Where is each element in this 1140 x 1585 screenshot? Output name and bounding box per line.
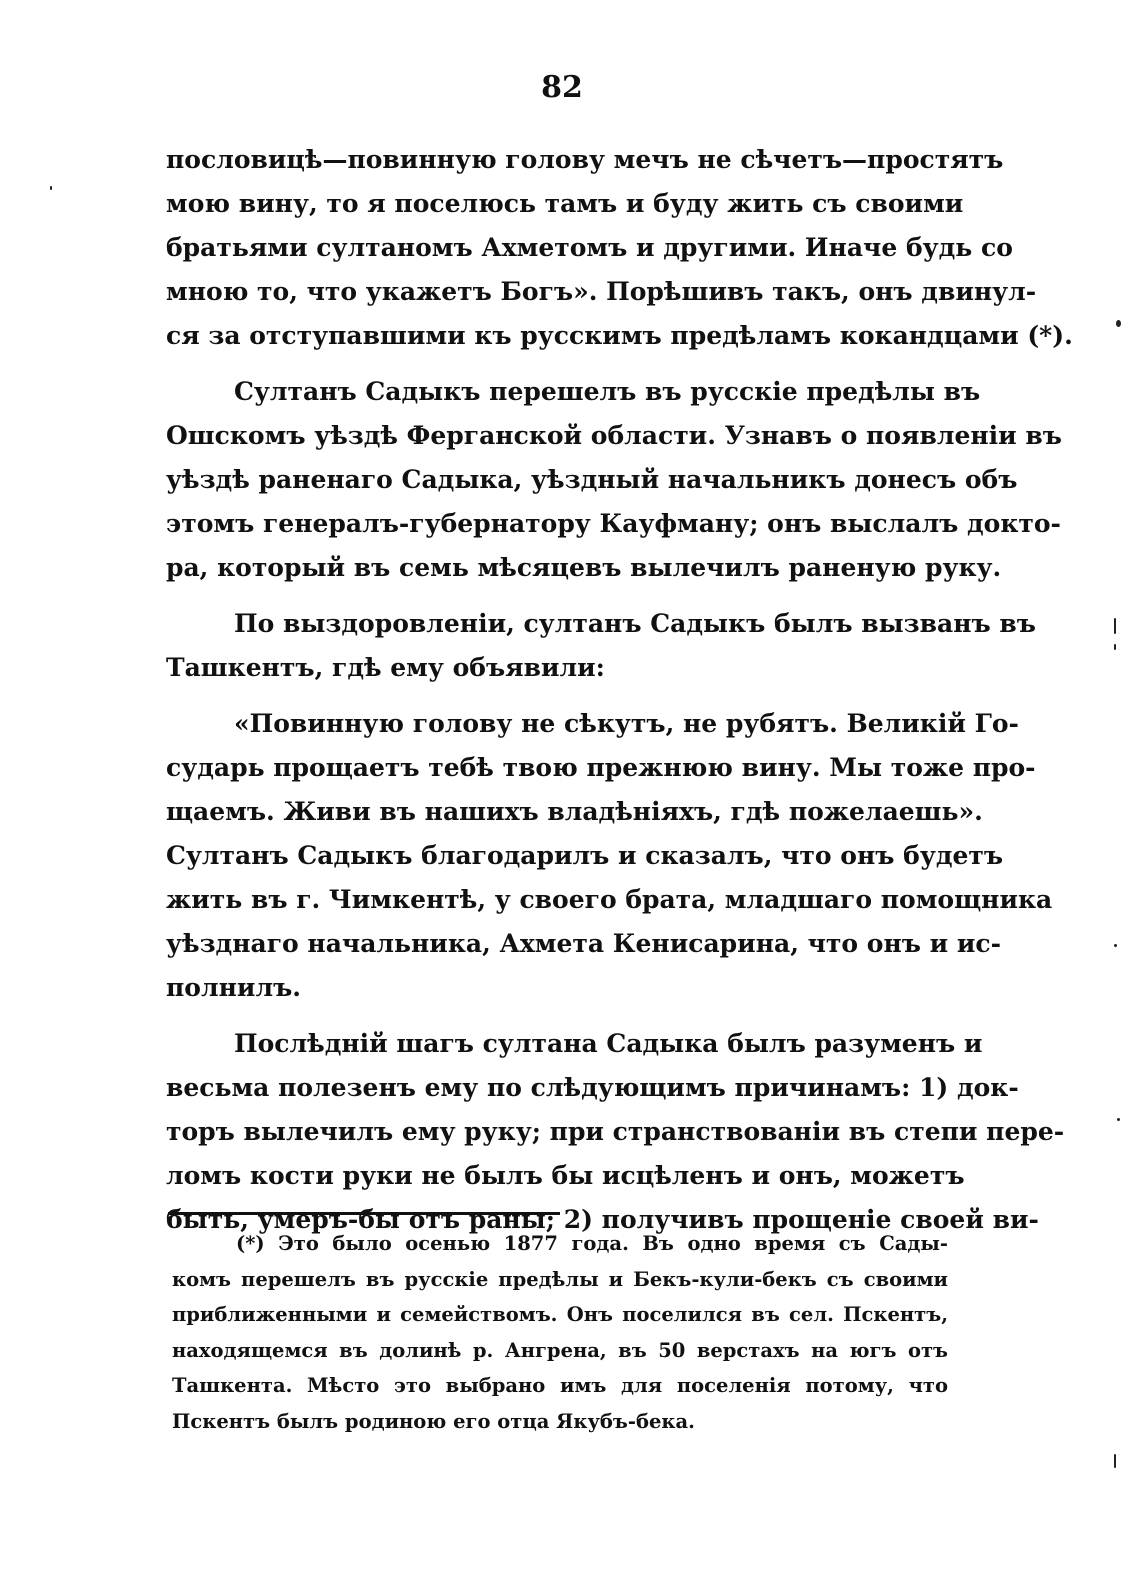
text-line: быть, умеръ-бы отъ раны; 2) получивъ прощеніе своей ви- xyxy=(166,1205,1039,1234)
footnote-line: комъ перешелъ въ русскіе предѣлы и Бекъ-кули-бекъ съ своими xyxy=(172,1267,948,1291)
footnote-line: находящемся въ долинѣ р. Ангрена, въ 50 верстахъ на югъ отъ xyxy=(172,1338,948,1362)
text-line: пословицѣ—повинную голову мечъ не сѣчетъ—простятъ xyxy=(166,145,1004,174)
text-line: Послѣдній шагъ султана Садыка былъ разуменъ и xyxy=(234,1029,983,1058)
text-line: уѣзднаго начальника, Ахмета Кенисарина, что онъ и ис- xyxy=(166,929,1002,958)
text-line: щаемъ. Живи въ нашихъ владѣніяхъ, гдѣ пожелаешь». xyxy=(166,797,983,826)
text-line: Султанъ Садыкъ перешелъ въ русскіе предѣлы въ xyxy=(234,377,981,406)
paragraph xyxy=(166,602,1036,690)
main-text xyxy=(166,138,1073,1242)
text-line: полнилъ. xyxy=(166,973,301,1002)
scan-speck xyxy=(1114,944,1117,947)
footnote xyxy=(172,1226,948,1439)
text-line: «Повинную голову не сѣкутъ, не рубятъ. Великій Го- xyxy=(234,709,1019,738)
scan-speck xyxy=(1114,618,1116,634)
paragraph xyxy=(166,702,1053,1010)
footnote-line: приближенными и семействомъ. Онъ поселился въ сел. Пскентъ, xyxy=(172,1303,948,1326)
scan-speck xyxy=(1114,1454,1116,1468)
scan-speck xyxy=(50,186,52,190)
text-line: Ошскомъ уѣздѣ Ферганской области. Узнавъ о появленіи въ xyxy=(166,421,1062,450)
text-line: братьями султаномъ Ахметомъ и другими. Иначе будь со xyxy=(166,233,1013,262)
footnote-line: Пскентъ былъ родиною его отца Якубъ-бека. xyxy=(172,1409,695,1433)
text-line: Султанъ Садыкъ благодарилъ и сказалъ, что онъ будетъ xyxy=(166,841,1004,870)
text-line: торъ вылечилъ ему руку; при странствованіи въ степи пере- xyxy=(166,1117,1065,1146)
scan-speck xyxy=(1114,644,1116,650)
text-line: этомъ генералъ-губернатору Кауфману; онъ выслалъ докто- xyxy=(166,509,1061,538)
footnote-divider xyxy=(168,1212,560,1215)
text-line: жить въ г. Чимкентѣ, у своего брата, младшаго помощника xyxy=(166,885,1053,914)
scan-speck xyxy=(1116,320,1121,327)
scan-speck xyxy=(1117,1118,1120,1121)
footnote-line: (*) Это было осенью 1877 года. Въ одно время съ Сады- xyxy=(236,1232,948,1255)
footnote-line: Ташкента. Мѣсто это выбрано имъ для поселенія потому, что xyxy=(172,1374,948,1397)
text-line: Ташкентъ, гдѣ ему объявили: xyxy=(166,653,605,682)
paragraph xyxy=(166,138,1073,358)
text-line: сударь прощаетъ тебѣ твою прежнюю вину. Мы тоже про- xyxy=(166,753,1036,782)
paragraph xyxy=(166,1022,1065,1242)
paragraph xyxy=(166,370,1062,590)
page-number: 82 xyxy=(541,70,583,105)
text-line: ся за отступавшими къ русскимъ предѣламъ кокандцами (*). xyxy=(166,321,1073,350)
text-line: По выздоровленіи, султанъ Садыкъ былъ вызванъ въ xyxy=(234,609,1036,638)
text-line: уѣздѣ раненаго Садыка, уѣздный начальникъ донесъ объ xyxy=(166,465,1018,494)
text-line: ра, который въ семь мѣсяцевъ вылечилъ раненую руку. xyxy=(166,553,1002,582)
text-line: весьма полезенъ ему по слѣдующимъ причинамъ: 1) док- xyxy=(166,1073,1019,1102)
text-line: мною то, что укажетъ Богъ». Порѣшивъ такъ, онъ двинул- xyxy=(166,277,1037,306)
text-line: мою вину, то я поселюсь тамъ и буду жить съ своими xyxy=(166,189,964,218)
text-line: ломъ кости руки не былъ бы исцѣленъ и онъ, можетъ xyxy=(166,1161,965,1190)
